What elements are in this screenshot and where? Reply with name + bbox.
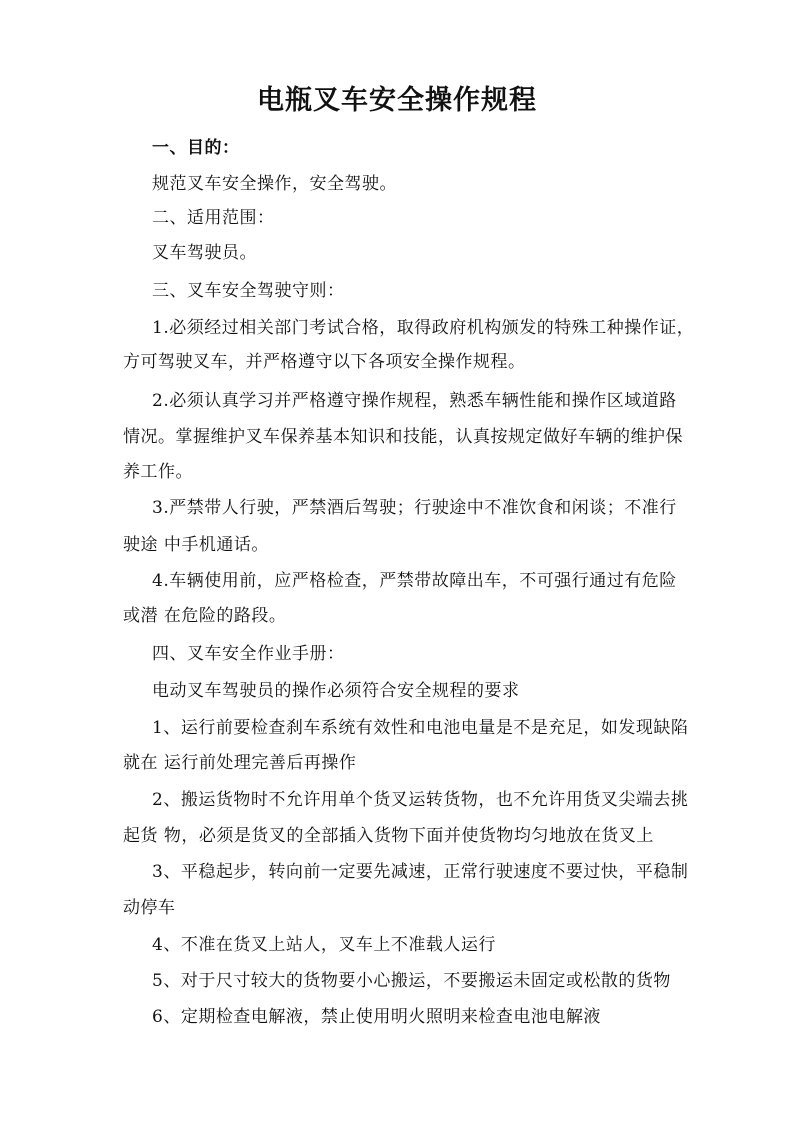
section-heading-operation-manual: 四、叉车安全作业手册： [152,644,345,664]
paragraph-line: 3、平稳起步，转向前一定要先减速，正常行驶速度不要过快，平稳制 [152,862,689,882]
paragraph-line: 驶途 中手机通话。 [123,535,269,555]
paragraph-line: 情况。掌握维护叉车保养基本知识和技能，认真按规定做好车辆的维护保 [123,427,683,447]
paragraph-line: 养工作。 [123,462,193,482]
paragraph-line: 起货 物，必须是货叉的全部插入货物下面并使货物均匀地放在货叉上 [123,826,654,846]
paragraph-line: 2.必须认真学习并严格遵守操作规程，熟悉车辆性能和操作区域道路 [152,391,677,411]
paragraph-line: 电动叉车驾驶员的操作必须符合安全规程的要求 [152,681,520,701]
paragraph-line: 2、搬运货物时不允许用单个货叉运转货物，也不允许用货叉尖端去挑 [152,790,689,810]
paragraph-line: 4.车辆使用前，应严格检查，严禁带故障出车，不可强行通过有危险 [152,571,677,591]
section-heading-scope: 二、适用范围： [152,208,275,228]
paragraph-line: 规范叉车安全操作，安全驾驶。 [152,174,397,194]
paragraph-line: 方可驾驶叉车，并严格遵守以下各项安全操作规程。 [123,352,526,372]
paragraph-line: 5、对于尺寸较大的货物要小心搬运，不要搬运未固定或松散的货物 [152,971,671,991]
paragraph-line: 1.必须经过相关部门考试合格，取得政府机构颁发的特殊工种操作证， [152,318,695,338]
paragraph-line: 叉车驾驶员。 [152,243,257,263]
paragraph-line: 或潜 在危险的路段。 [123,606,287,626]
paragraph-line: 4、不准在货叉上站人，叉车上不准载人运行 [152,935,496,955]
paragraph-line: 3.严禁带人行驶，严禁酒后驾驶；行驶途中不准饮食和闲谈；不准行 [152,498,677,518]
paragraph-line: 6、定期检查电解液，禁止使用明火照明来检查电池电解液 [152,1007,601,1027]
document-title: 电瓶叉车安全操作规程 [257,85,537,116]
paragraph-line: 动停车 [123,898,176,918]
section-heading-purpose: 一、目的： [152,138,240,158]
paragraph-line: 就在 运行前处理完善后再操作 [123,753,357,773]
paragraph-line: 1、运行前要检查刹车系统有效性和电池电量是不是充足，如发现缺陷 [152,718,689,738]
section-heading-driving-rules: 三、叉车安全驾驶守则： [152,281,345,301]
